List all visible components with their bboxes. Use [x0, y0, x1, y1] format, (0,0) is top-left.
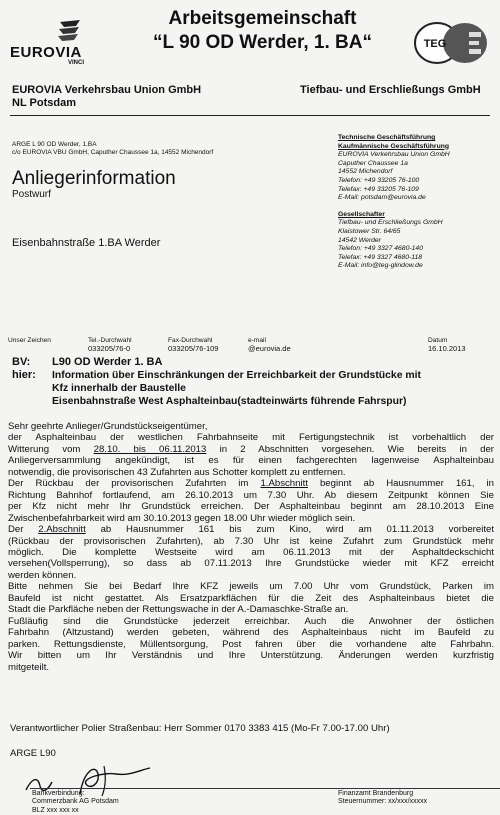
header-divider	[10, 115, 490, 116]
ref-zeichen	[8, 337, 51, 345]
mgmt-line: 14552 Michendorf	[338, 168, 393, 176]
body-line: Der 2.Abschnitt ab Hausnummer 161 bis zum Kino, wird am 01.11.2013 vorbereitet	[8, 524, 494, 536]
body-line: Der Rückbau der provisorischen Zufahrten im 1.Abschnitt beginnt ab Hausnummer 161, in	[8, 478, 494, 490]
body-line: Richtung Bahnhof fortlaufend, am 26.10.2013 um 7.30 Uhr. Ab diesem Zeitpunkt können Sie	[8, 489, 494, 501]
body-line: Anliegerversammlung angekündigt, ist es für einen fachgerechten lagenweise Asphalteinbau	[8, 455, 494, 467]
partner-line: Klaistower Str. 64/65	[338, 227, 401, 235]
body-line: mitgeteilt.	[8, 661, 50, 673]
mgmt-line: Telefon: +49 33205 76-100	[338, 176, 420, 184]
body-line: parken. Rettungsdienste, Müllentsorgung, Post fahren über die vorhandene alte Fahrbahn.	[8, 638, 494, 650]
ref-email-label: e-mail	[248, 337, 266, 344]
sender-address	[12, 141, 213, 157]
body-line: per Kfz nicht mehr Ihr Grundstück erreichen. Der Asphalteinbau beginnt am 28.10.2013 Eine	[8, 501, 494, 513]
bank-blz: BLZ xxx xxx xx	[32, 806, 79, 814]
body-line: Bitte nehmen Sie bei Bedarf Ihre KFZ jeweils um 7.00 Uhr vom Grundstück, Parken im	[8, 581, 494, 593]
partner-line: Tiefbau- und Erschließungs GmbH	[338, 219, 443, 227]
ref-datum-value: 16.10.2013	[428, 344, 466, 353]
body-line: Witterung vom 28.10. bis 06.11.2013 in 2 Abschnitten vorgesehen. Wie bereits in der	[8, 443, 495, 455]
subject-line: Information über Einschränkungen der Erreichbarkeit der Grundstücke mit	[52, 370, 421, 381]
ref-tel-label: Tel.-Durchwahl	[88, 337, 132, 344]
mgmt-email[interactable]: E-Mail: potsdam@eurovia.de	[338, 194, 426, 202]
partner-line: Telefon: +49 3327 4680-140	[338, 245, 423, 253]
partner-label: Gesellschafter	[338, 210, 385, 218]
body-line: Baufeld ist nicht gestattet. Als Ersatzparkflächen für die Zeit des Asphalteinbaus bietet die	[8, 592, 494, 604]
section-1-link: 1.Abschnitt	[260, 478, 308, 490]
body-line: Zwischenbefahrbarkeit wird am 30.10.2013 gegen 18.00 Uhr wieder möglich sein.	[8, 512, 356, 524]
ref-fax-label: Fax-Durchwahl	[168, 337, 213, 344]
mgmt-label: Kaufmännische Geschäftsführung	[338, 142, 450, 150]
body-line: Stadt die Parkfläche neben der Rettungswache in der A.-Damaschke-Straße an.	[8, 604, 349, 616]
ref-datum	[428, 337, 466, 353]
ref-tel-value: 033205/76-0	[88, 344, 131, 353]
tax-office: Finanzamt Brandenburg	[338, 790, 414, 797]
document-subtitle: Postwurf	[12, 189, 51, 200]
body-line: Fußläufig sind die Grundstücke jederzeit erreichbar. Auch die Anwohner der östlichen	[8, 615, 494, 627]
ref-email-value: @eurovia.de	[248, 344, 291, 353]
subject-line: Kfz innerhalb der Baustelle	[52, 383, 186, 394]
addressee: Eisenbahnstraße 1.BA Werder	[12, 237, 161, 249]
subject-text	[52, 369, 496, 408]
eurovia-mark-icon	[56, 18, 84, 44]
letter-body	[8, 421, 494, 673]
body-line: werden können.	[8, 569, 77, 581]
greeting: Sehr geehrte Anlieger/Grundstückseigentümer,	[8, 421, 208, 432]
ref-email	[248, 337, 291, 353]
responsible-contact: Verantwortlicher Polier Straßenbau: Herr Sommer 0170 3383 415 (Mo-Fr 7.00-17.00 Uhr)	[10, 723, 390, 734]
body-line: notwendig, die provisorischen 43 Zufahrten aus Schotter komplett zu entfernen.	[8, 466, 346, 478]
subject-line: Eisenbahnstraße West Asphalteinbau(stadteinwärts führende Fahrspur)	[52, 396, 407, 407]
body-line: versehen(Vollsperrung), so dass ab 07.11.2013 Ihre Grundstücke wieder mit KFZ erreicht	[8, 558, 494, 570]
bank-label: Bankverbindung:	[32, 790, 85, 797]
header-title-line1: Arbeitsgemeinschaft	[168, 8, 357, 29]
body-line: Fahrbahn (Altzustand) werden gebeten, während des Asphalteinbaus nicht im Baufeld zu	[8, 627, 494, 639]
tax-number: Steuernummer: xx/xxx/xxxxx	[338, 798, 428, 806]
body-line: (Rückbau der provisorischen Zufahrten), ab 7.30 Uhr ist keine Zufahrt zum Grundstück mehr	[8, 535, 494, 547]
ref-zeichen-label: Unser Zeichen	[8, 337, 51, 344]
contact-block	[338, 134, 498, 271]
tax-details	[338, 790, 427, 807]
body-line: der Asphalteinbau der westlichen Fahrbahnseite mit Fertigungstechnik ist vorbehaltlich der	[8, 432, 494, 444]
ref-fax-value: 033205/76-109	[168, 344, 219, 353]
mgmt-line: Caputher Chaussee 1a	[338, 159, 408, 167]
mgmt-line: Telefax: +49 33205 76-109	[338, 185, 419, 193]
bv-value: L90 OD Werder 1. BA	[52, 356, 163, 368]
sender-line: c/o EUROVIA VBU GmbH, Caputher Chaussee 1a, 14552 Michendorf	[12, 149, 214, 156]
footer-divider	[30, 788, 500, 789]
partner-line: Telefax: +49 3327 4680-118	[338, 253, 423, 261]
document-title: Anliegerinformation	[12, 168, 176, 189]
hier-label: hier:	[12, 369, 36, 381]
teg-logo-icon	[413, 20, 489, 66]
signatory: ARGE L90	[10, 748, 56, 759]
mgmt-label: Technische Geschäftsführung	[338, 134, 436, 141]
ref-datum-label: Datum	[428, 337, 448, 344]
body-line: möglich. Die komplette Westseite wird am 06.11.2013 mit der Asphaltdeckschicht	[8, 546, 494, 558]
company-right-name: Tiefbau- und Erschließungs GmbH	[300, 84, 481, 96]
sender-line: ARGE L 90 OD Werder, 1.BA	[12, 141, 97, 148]
teg-logo-text: TEG	[423, 38, 447, 50]
date-range: 28.10. bis 06.11.2013	[93, 443, 207, 455]
eurovia-logo-text: EUROVIA	[10, 44, 82, 61]
company-left-name: EUROVIA Verkehrsbau Union GmbH	[12, 84, 202, 96]
ref-tel	[88, 337, 132, 353]
company-left-branch: NL Potsdam	[12, 97, 76, 109]
partner-email[interactable]: E-Mail: info@teg-glindow.de	[338, 262, 423, 270]
bv-label: BV:	[12, 356, 31, 368]
eurovia-logo	[10, 14, 128, 72]
mgmt-line: EUROVIA Verkehrsbau Union GmbH	[338, 151, 450, 159]
ref-fax	[168, 337, 218, 353]
section-2-link: 2.Abschnitt	[38, 524, 86, 536]
bank-details	[32, 790, 119, 815]
vinci-logo-text: VINCI	[68, 60, 85, 66]
header-title-line2: “L 90 OD Werder, 1. BA“	[153, 32, 372, 53]
bank-value: Commerzbank AG Potsdam	[32, 798, 119, 806]
partner-line: 14542 Werder	[338, 236, 381, 244]
body-line: Wir bitten um Ihr Verständnis und Ihre Unterstützung. Änderungen werden kurzfristig	[8, 650, 494, 662]
